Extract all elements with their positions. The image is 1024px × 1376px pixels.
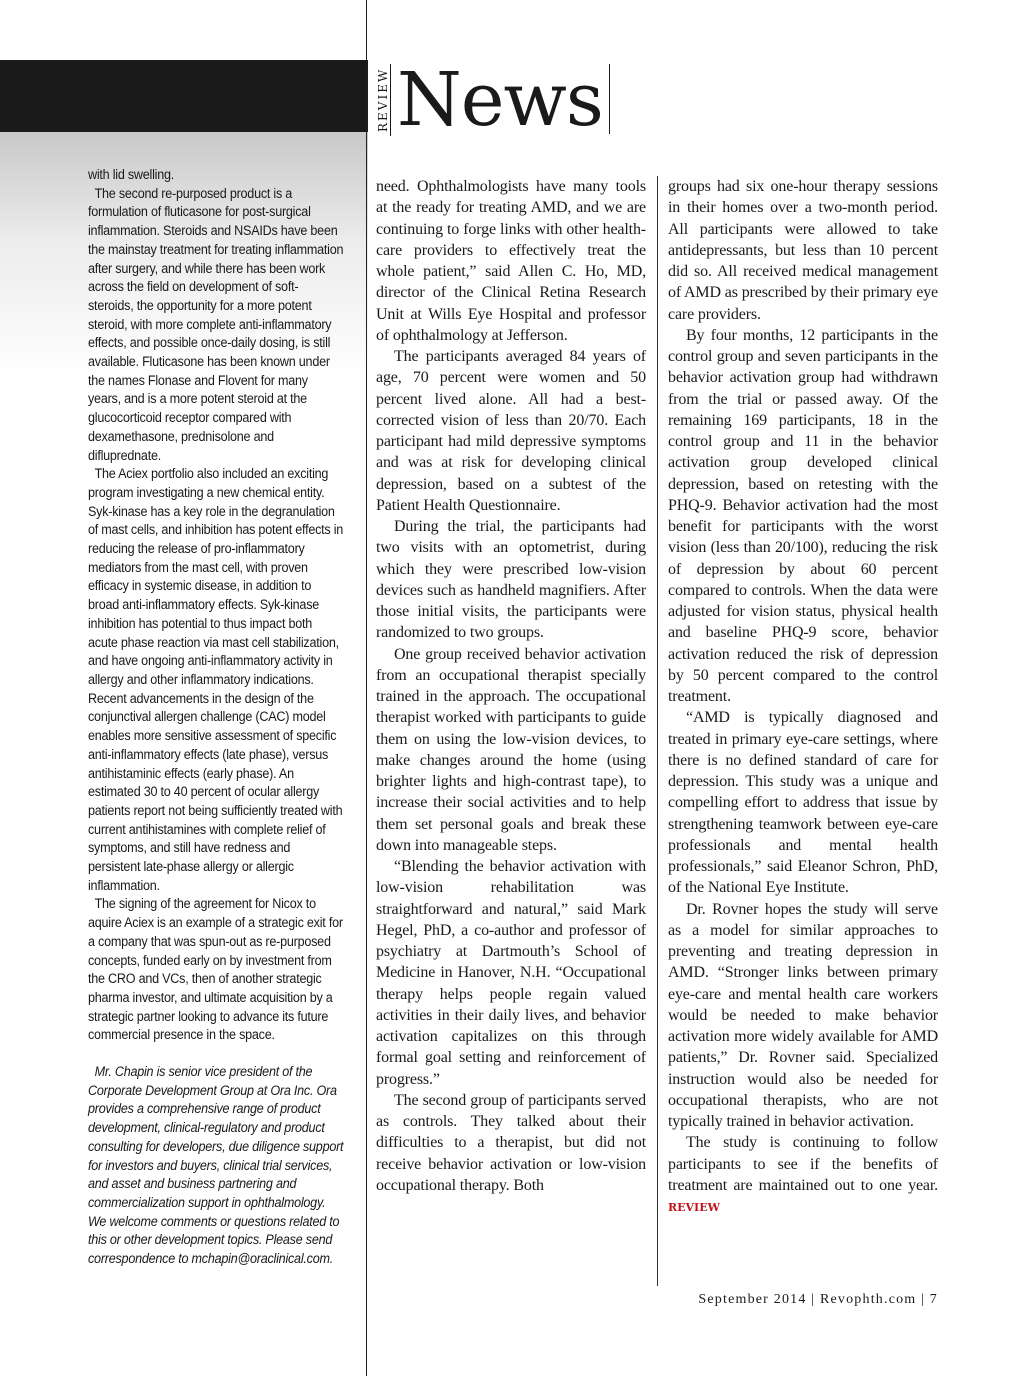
article-paragraph: One group received behavior activation from an occupational therapist specially trained in the approach. The occupational therapist worked with participants to guide them on using the low-vision devices, to make changes around the home (using brighter lights and high-contrast tape), to increase their social activities and to help them set personal goals and break these down into manageable steps. — [376, 645, 646, 854]
article-paragraph: “AMD is typically diagnosed and treated in primary eye-care settings, where there is no defined standard of care for depression. This study was a unique and compelling effort to address that issue by strengthening teamwork between eye-care professionals and mental health professionals,” said Eleanor Schron, PhD, of the National Eye Institute. — [668, 709, 938, 897]
right-column — [668, 176, 938, 1218]
masthead — [376, 56, 610, 143]
article-paragraph: By four months, 12 participants in the control group and seven participants in the behavior activation group had withdrawn from the trial or passed away. Of the remaining 169 participants, 18 in the control group and 11 in the behavior activation group developed clinical depression, based on retesting with the PHQ-9. Behavior activation had the most benefit for participants with the worst vision (less than 20/100), reducing the risk of depression by about 60 percent compared to controls. When the data were adjusted for vision status, physical health and baseline PHQ-9 score, behavior activation reduced the risk of depression by 50 percent compared to the control treatment. — [668, 326, 938, 705]
article-paragraph: “Blending the behavior activation with low-vision rehabilitation was straightforward and natural,” said Mark Hegel, PhD, a co-author and professor of psychiatry at Dartmouth’s School of Medicine in Hanover, N.H. “Occupational therapy helps people regain valued activities in their daily lives, and behavior activation capitalizes on this through formal goal setting and reinforcement of progress.” — [376, 858, 646, 1088]
masthead-title: News — [397, 57, 603, 143]
left-paragraph: The signing of the agreement for Nicox to aquire Aciex is an example of a strategic exit for a company that was spun-out as re-purposed concepts, funded early on by investment from the CRO and VCs, then of another strategic pharma investor, and ultimate acquisition by a strategic partner looking to advance its future commercial presence in the space. — [88, 896, 343, 1043]
article-paragraph: Dr. Rovner hopes the study will serve as a model for similar approaches to preventing and treating depression in AMD. “Stronger links between primary eye-care and mental health care workers would be needed to make behavior activation more widely available for AMD patients,” Dr. Rovner said. Specialized instruction would also be needed for occupational therapists, who are not typically trained in behavior activation. — [668, 900, 938, 1130]
left-column — [88, 166, 344, 1269]
article-paragraph-final — [668, 1132, 938, 1218]
article-paragraph: need. Ophthalmologists have many tools at the ready for treating AMD, and we are continuing to forge links with other health-care providers to effectively treat the whole patient,” said Allen C. Ho, MD, director of the Clinical Retina Research Unit at Wills Eye Hospital and professor of ophthalmology at Jefferson. — [376, 178, 646, 344]
left-paragraph: The second re-purposed product is a formulation of fluticasone for post-surgical inflammation. Steroids and NSAIDs have been the mainstay treatment for treating inflammation after surgery, and while there has been work across the field on development of soft-steroids, the opportunity for a more potent steroid, with more complete anti-inflammatory effects, and possible once-daily dosing, is still available. Fluticasone has been known under the names Flonase and Flovent for many years, and is a more potent steroid at the glucocorticoid receptor compared with dexamethasone, prednisolone and difluprednate. — [88, 185, 344, 463]
end-of-article-tag: REVIEW — [668, 1201, 720, 1214]
vertical-divider — [366, 0, 367, 1376]
page-footer: September 2014 | Revophth.com | 7 — [698, 1292, 938, 1307]
article-paragraph: The second group of participants served as controls. They talked about their difficulties to a therapist, but did not receive behavior activation or low-vision occupational therapy. Both — [376, 1091, 646, 1194]
middle-column — [376, 176, 646, 1196]
final-paragraph-text: The study is continuing to follow participants to see if the benefits of treatment are maintained out to one year. — [668, 1134, 938, 1194]
left-paragraph: The Aciex portfolio also included an exciting program investigating a new chemical entity. Syk-kinase has a key role in the degranulation of mast cells, and inhibition has potent effects in reducing the release of pro-inflammatory mediators from the mast cell, with proven efficacy in systemic disease, in addition to broad anti-inflammatory effects. Syk-kinase inhibition has potential to thus impact both acute phase reaction via mast cell stabilization, and have ongoing anti-inflammatory activity in allergy and other inflammatory indications. Recent advancements in the design of the conjunctival allergen challenge (CAC) model enables more sensitive assessment of specific anti-inflammatory effects (late phase), versus antihistaminic effects (early phase). An estimated 30 to 40 percent of ocular allergy patients report not being sufficiently treated with current antihistamines with complete relief of symptoms, and still have redness and persistent late-phase allergy or allergic inflammation. — [88, 466, 344, 893]
author-bio: Mr. Chapin is senior vice president of the Corporate Development Group at Ora Inc. Ora provides a comprehensive range of product development, clinical-regulatory and product consulting for developers, due diligence support for investors and buyers, clinical trial services, and asset and business partnering and commercialization support in ophthalmology. We welcome comments or questions related to this or other development topics. Please send correspondence to mchapin@oraclinical.com. — [88, 1064, 344, 1267]
article-paragraph: During the trial, the participants had two visits with an optometrist, during which they were prescribed low-vision devices such as handheld magnifiers. After those initial visits, the participants were randomized to two groups. — [376, 518, 646, 642]
left-paragraph: with lid swelling. — [88, 167, 175, 182]
masthead-section-label: REVIEW — [376, 64, 391, 136]
article-paragraph: The participants averaged 84 years of age, 70 percent were women and 50 percent lived alone. All had a best-corrected vision of less than 20/70. Each participant had mild depressive symptoms and was at risk for developing clinical depression, based on a subtest of the Patient Health Questionnaire. — [376, 348, 646, 514]
article-paragraph: groups had six one-hour therapy sessions in their homes over a two-month period. All participants were allowed to take antidepressants, but less than 10 percent did so. All received medical management of AMD as prescribed by their primary eye care providers. — [668, 178, 938, 323]
column-divider — [657, 176, 658, 1286]
masthead-rule — [609, 64, 611, 134]
